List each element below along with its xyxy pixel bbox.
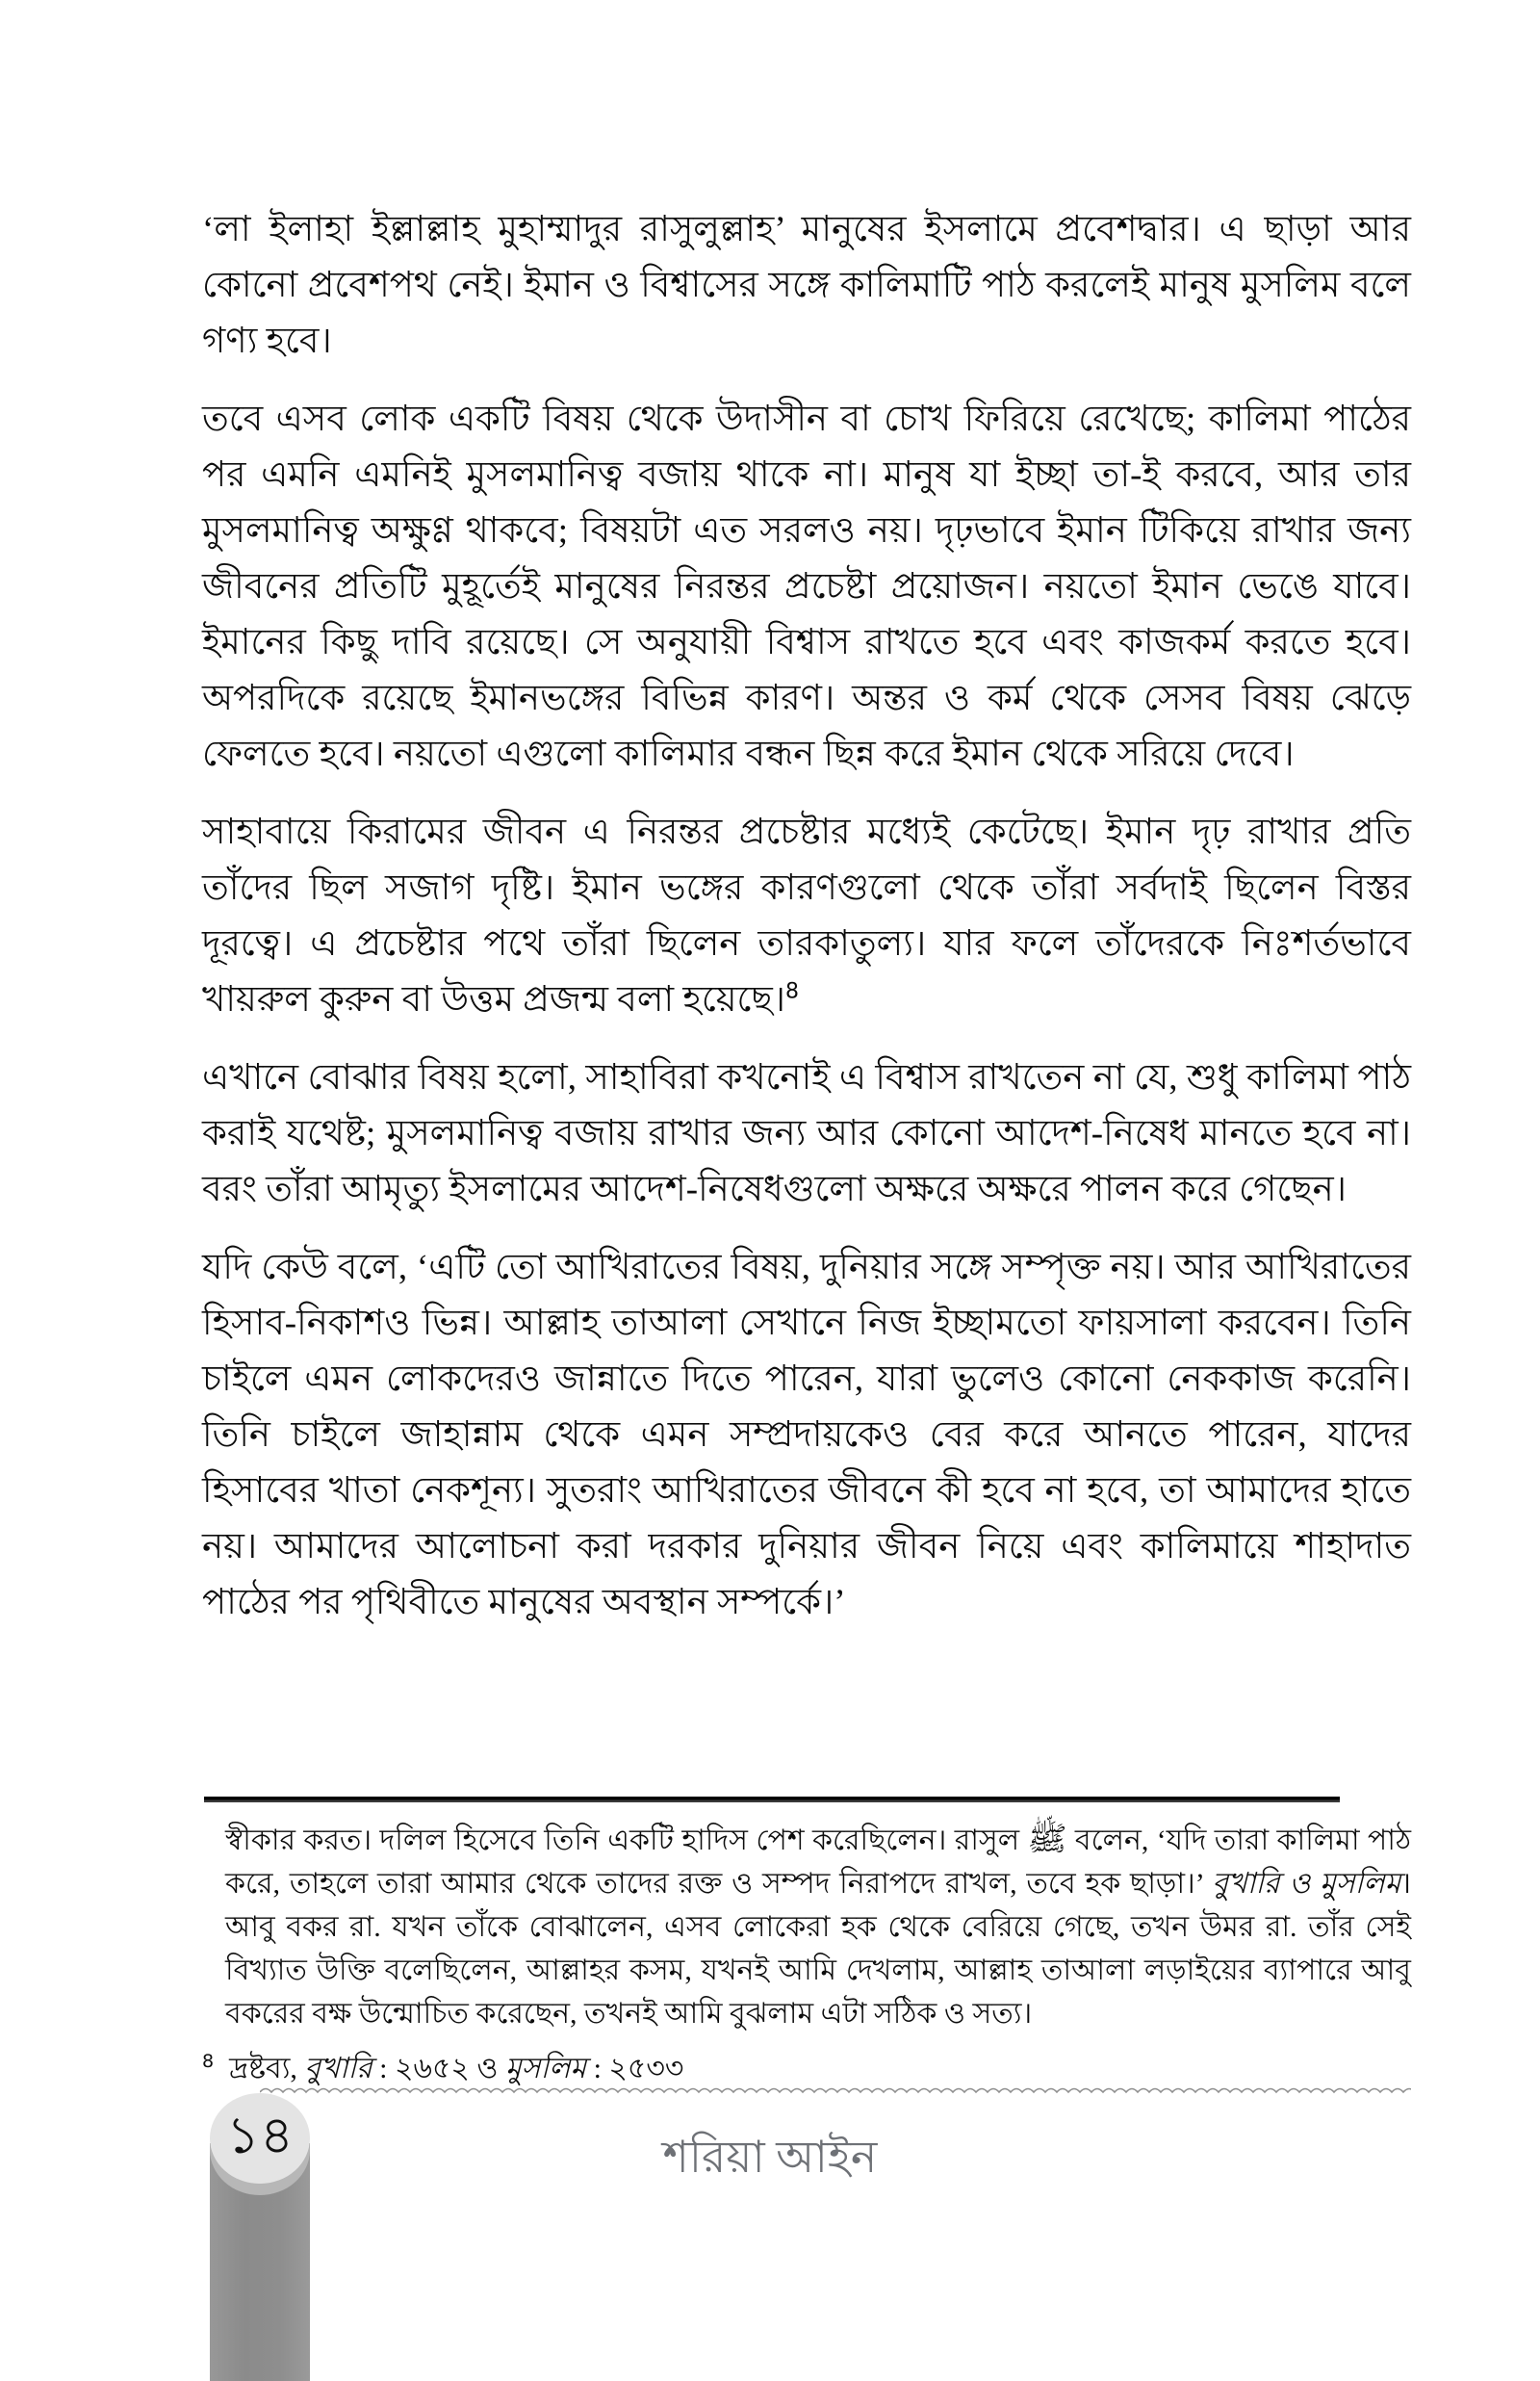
paragraph-3-text: সাহাবায়ে কিরামের জীবন এ নিরন্তর প্রচেষ্টার মধ্যেই কেটেছে। ইমান দৃঢ় রাখার প্রতি তাঁদের ছিল সজাগ দৃষ্টি। ইমান ভঙ্গের কারণগুলো থেকে তাঁরা সর্বদাই ছিলেন বিস্তর দূরত্বে। এ প্রচেষ্টার পথে তাঁরা ছিলেন তারকাতুল্য। যার ফলে তাঁদেরকে নিঃশর্তভাবে খায়রুল কুরুন বা উত্তম প্রজন্ম বলা হয়েছে। xyxy=(202,813,1411,1020)
footnote-text: স্বীকার করত। দলিল হিসেবে তিনি একটি হাদিস পেশ করেছিলেন। রাসুল xyxy=(225,1825,1028,1856)
footnote-continuation xyxy=(225,1818,1411,2035)
running-title: শরিয়া আইন xyxy=(662,2133,878,2182)
pbuh-calligraphy-icon: ﷺ xyxy=(1027,1820,1067,1858)
footnote-entry-text: দ্রষ্টব্য, xyxy=(229,2053,305,2084)
paragraph-3 xyxy=(202,805,1411,1028)
footnote-source-italic: বুখারি ও মুসলিম xyxy=(1212,1868,1401,1900)
footnote-ref: 8 xyxy=(785,979,800,1004)
footnote-text: বলেন, ‘যদি তারা কালিমা পাঠ করে, তাহলে তারা আমার থেকে তাদের রক্ত ও সম্পদ নিরাপদে রাখল, তবে হক ছাড়া।’ xyxy=(225,1825,1411,1900)
paragraph-4: এখানে বোঝার বিষয় হলো, সাহাবিরা কখনোই এ বিশ্বাস রাখতেন না যে, শুধু কালিমা পাঠ করাই যথেষ্ট; মুসলমানিত্ব বজায় রাখার জন্য আর কোনো আদেশ-নিষেধ মানতে হবে না। বরং তাঁরা আমৃত্যু ইসলামের আদেশ-নিষেধগুলো অক্ষরে অক্ষরে পালন করে গেছেন। xyxy=(202,1058,1411,1209)
footnote-entry-text: : ২৬৫২ ও xyxy=(372,2053,506,2084)
page-number: ১৪ xyxy=(225,2107,295,2164)
wavy-divider xyxy=(260,2085,1411,2095)
body-text xyxy=(202,202,1411,1653)
footnote-number: 8 xyxy=(202,2051,215,2072)
footnote-divider xyxy=(204,1797,1340,1802)
paragraph-1: ‘লা ইলাহা ইল্লাল্লাহ মুহাম্মাদুর রাসুলুল্লাহ’ মানুষের ইসলামে প্রবেশদ্বার। এ ছাড়া আর কোনো প্রবেশপথ নেই। ইমান ও বিশ্বাসের সঙ্গে কালিমাটি পাঠ করলেই মানুষ মুসলিম বলে গণ্য হবে। xyxy=(202,210,1411,361)
footnote-entry-text: : ২৫৩৩ xyxy=(586,2053,684,2084)
footnote-source-bukhari: বুখারি xyxy=(304,2053,372,2084)
paragraph-2: তবে এসব লোক একটি বিষয় থেকে উদাসীন বা চোখ ফিরিয়ে রেখেছে; কালিমা পাঠের পর এমনি এমনিই মুসলমানিত্ব বজায় থাকে না। মানুষ যা ইচ্ছা তা-ই করবে, আর তার মুসলমানিত্ব অক্ষুণ্ণ থাকবে; বিষয়টা এত সরলও নয়। দৃঢ়ভাবে ইমান টিকিয়ে রাখার জন্য জীবনের প্রতিটি মুহূর্তেই মানুষের নিরন্তর প্রচেষ্টা প্রয়োজন। নয়তো ইমান ভেঙে যাবে। ইমানের কিছু দাবি রয়েছে। সে অনুযায়ী বিশ্বাস রাখতে হবে এবং কাজকর্ম করতে হবে। অপরদিকে রয়েছে ইমানভঙ্গের বিভিন্ন কারণ। অন্তর ও কর্ম থেকে সেসব বিষয় ঝেড়ে ফেলতে হবে। নয়তো এগুলো কালিমার বন্ধন ছিন্ন করে ইমান থেকে সরিয়ে দেবে। xyxy=(202,400,1411,774)
paragraph-5: যদি কেউ বলে, ‘এটি তো আখিরাতের বিষয়, দুনিয়ার সঙ্গে সম্পৃক্ত নয়। আর আখিরাতের হিসাব-নিকাশও ভিন্ন। আল্লাহ তাআলা সেখানে নিজ ইচ্ছামতো ফায়সালা করবেন। তিনি চাইলে এমন লোকদেরও জান্নাতে দিতে পারেন, যারা ভুলেও কোনো নেককাজ করেনি। তিনি চাইলে জাহান্নাম থেকে এমন সম্প্রদায়কেও বের করে আনতে পারেন, যাদের হিসাবের খাতা নেকশূন্য। সুতরাং আখিরাতের জীবনে কী হবে না হবে, তা আমাদের হাতে নয়। আমাদের আলোচনা করা দরকার দুনিয়ার জীবন নিয়ে এবং কালিমায়ে শাহাদাত পাঠের পর পৃথিবীতে মানুষের অবস্থান সম্পর্কে।’ xyxy=(202,1248,1411,1622)
footnote-area xyxy=(202,1797,1411,2090)
footnote-source-muslim: মুসলিম xyxy=(505,2053,587,2084)
footnote-text: । আবু বকর রা. যখন তাঁকে বোঝালেন, এসব লোকেরা হক থেকে বেরিয়ে গেছে, তখন উমর রা. তাঁর সেই বিখ্যাত উক্তি বলেছিলেন, আল্লাহর কসম, যখনই আমি দেখলাম, আল্লাহ তাআলা লড়াইয়ের ব্যাপারে আবু বকরের বক্ষ উন্মোচিত করেছেন, তখনই আমি বুঝলাম এটা সঠিক ও সত্য। xyxy=(225,1868,1411,2030)
footnote-entry xyxy=(202,2047,1411,2090)
